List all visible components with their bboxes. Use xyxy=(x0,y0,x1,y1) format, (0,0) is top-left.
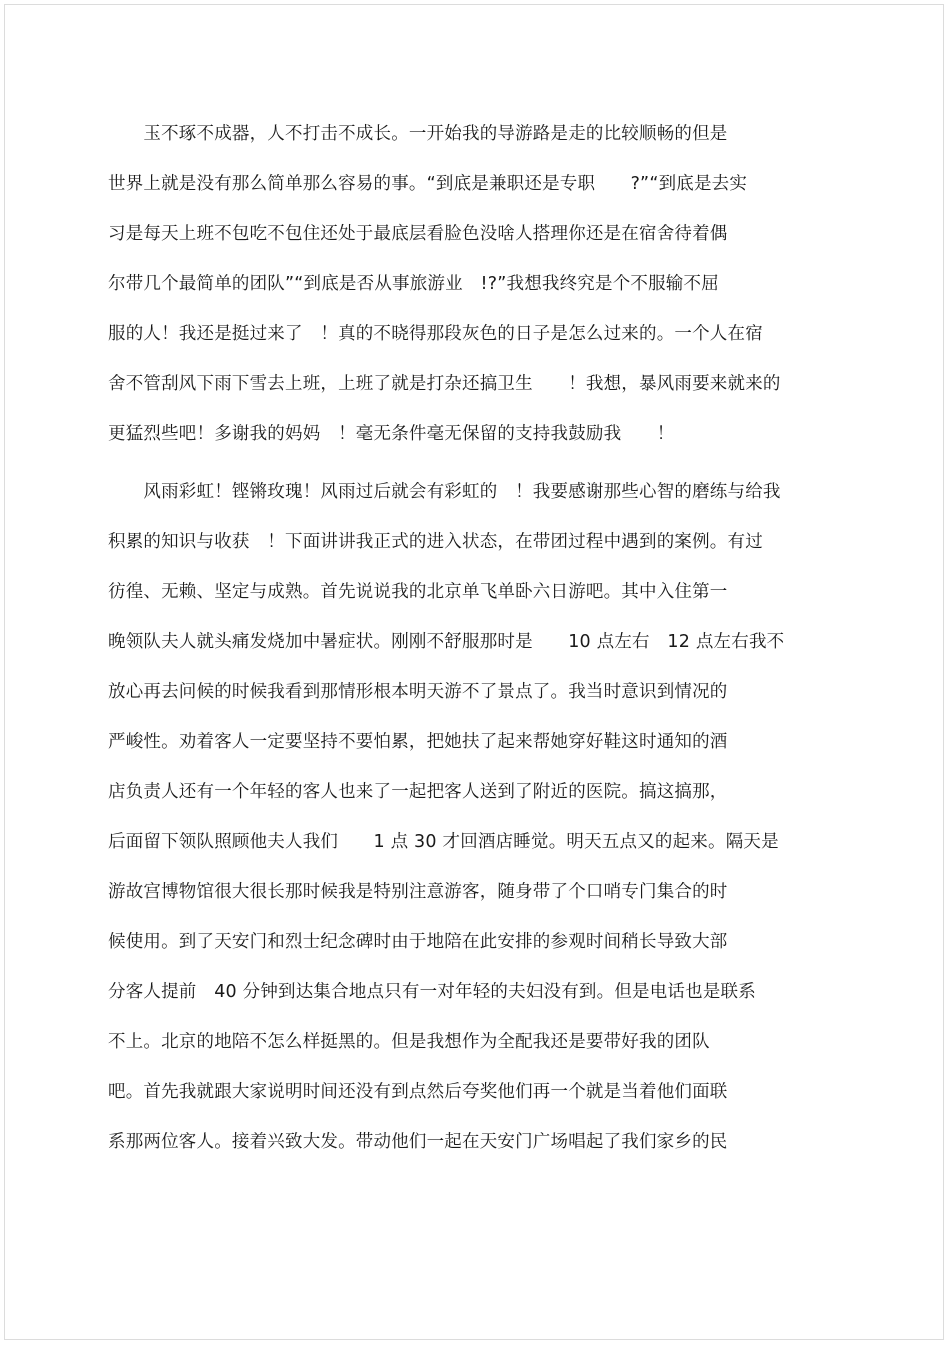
paragraph-2-line-14: 系那两位客人。接着兴致大发。带动他们一起在天安门广场唱起了我们家乡的民 xyxy=(108,1132,728,1152)
paragraph-2-line-10: 候使用。到了天安门和烈士纪念碑时由于地陪在此安排的参观时间稍长导致大部 xyxy=(108,932,728,952)
paragraph-1-line-5: 服的人！我还是挺过来了 ！真的不晓得那段灰色的日子是怎么过来的。一个人在宿 xyxy=(108,324,763,344)
paragraph-2-line-2: 积累的知识与收获 ！下面讲讲我正式的进入状态，在带团过程中遇到的案例。有过 xyxy=(108,532,763,552)
paragraph-2-line-5: 放心再去问候的时候我看到那情形根本明天游不了景点了。我当时意识到情况的 xyxy=(108,682,728,702)
paragraph-1-line-6: 舍不管刮风下雨下雪去上班，上班了就是打杂还搞卫生 ！我想，暴风雨要来就来的 xyxy=(108,374,781,394)
paragraph-2-line-4: 晚领队夫人就头痛发烧加中暑症状。刚刚不舒服那时是 10 点左右 12 点左右我不 xyxy=(108,632,785,652)
paragraph-2-line-11: 分客人提前 40 分钟到达集合地点只有一对年轻的夫妇没有到。但是电话也是联系 xyxy=(108,982,756,1002)
paragraph-2-line-3: 彷徨、无赖、坚定与成熟。首先说说我的北京单飞单卧六日游吧。其中入住第一 xyxy=(108,582,728,602)
paragraph-1-line-3: 习是每天上班不包吃不包住还处于最底层看脸色没啥人搭理你还是在宿舍待着偶 xyxy=(108,224,728,244)
paragraph-2-line-13: 吧。首先我就跟大家说明时间还没有到点然后夸奖他们再一个就是当着他们面联 xyxy=(108,1082,728,1102)
paragraph-1-line-2: 世界上就是没有那么简单那么容易的事。“到底是兼职还是专职 ?”“到底是去实 xyxy=(108,174,748,194)
paragraph-1-line-7: 更猛烈些吧！多谢我的妈妈 ！毫无条件毫无保留的支持我鼓励我 ！ xyxy=(108,424,675,444)
paragraph-2-line-1: 风雨彩虹！铿锵玫瑰！风雨过后就会有彩虹的 ！我要感谢那些心智的磨练与给我 xyxy=(108,482,781,502)
paragraph-2-line-12: 不上。北京的地陪不怎么样挺黑的。但是我想作为全配我还是要带好我的团队 xyxy=(108,1032,710,1052)
paragraph-2-line-8: 后面留下领队照顾他夫人我们 1 点 30 才回酒店睡觉。明天五点又的起来。隔天是 xyxy=(108,832,779,852)
paragraph-2-line-9: 游故宫博物馆很大很长那时候我是特别注意游客，随身带了个口哨专门集合的时 xyxy=(108,882,728,902)
paragraph-1-line-4: 尔带几个最简单的团队”“到底是否从事旅游业 !?”我想我终究是个不服输不屈 xyxy=(108,274,719,294)
paragraph-2-line-7: 店负责人还有一个年轻的客人也来了一起把客人送到了附近的医院。搞这搞那， xyxy=(108,782,728,802)
paragraph-2-line-6: 严峻性。劝着客人一定要坚持不要怕累，把她扶了起来帮她穿好鞋这时通知的酒 xyxy=(108,732,728,752)
paragraph-1-line-1: 玉不琢不成器，人不打击不成长。一开始我的导游路是走的比较顺畅的但是 xyxy=(108,124,728,144)
